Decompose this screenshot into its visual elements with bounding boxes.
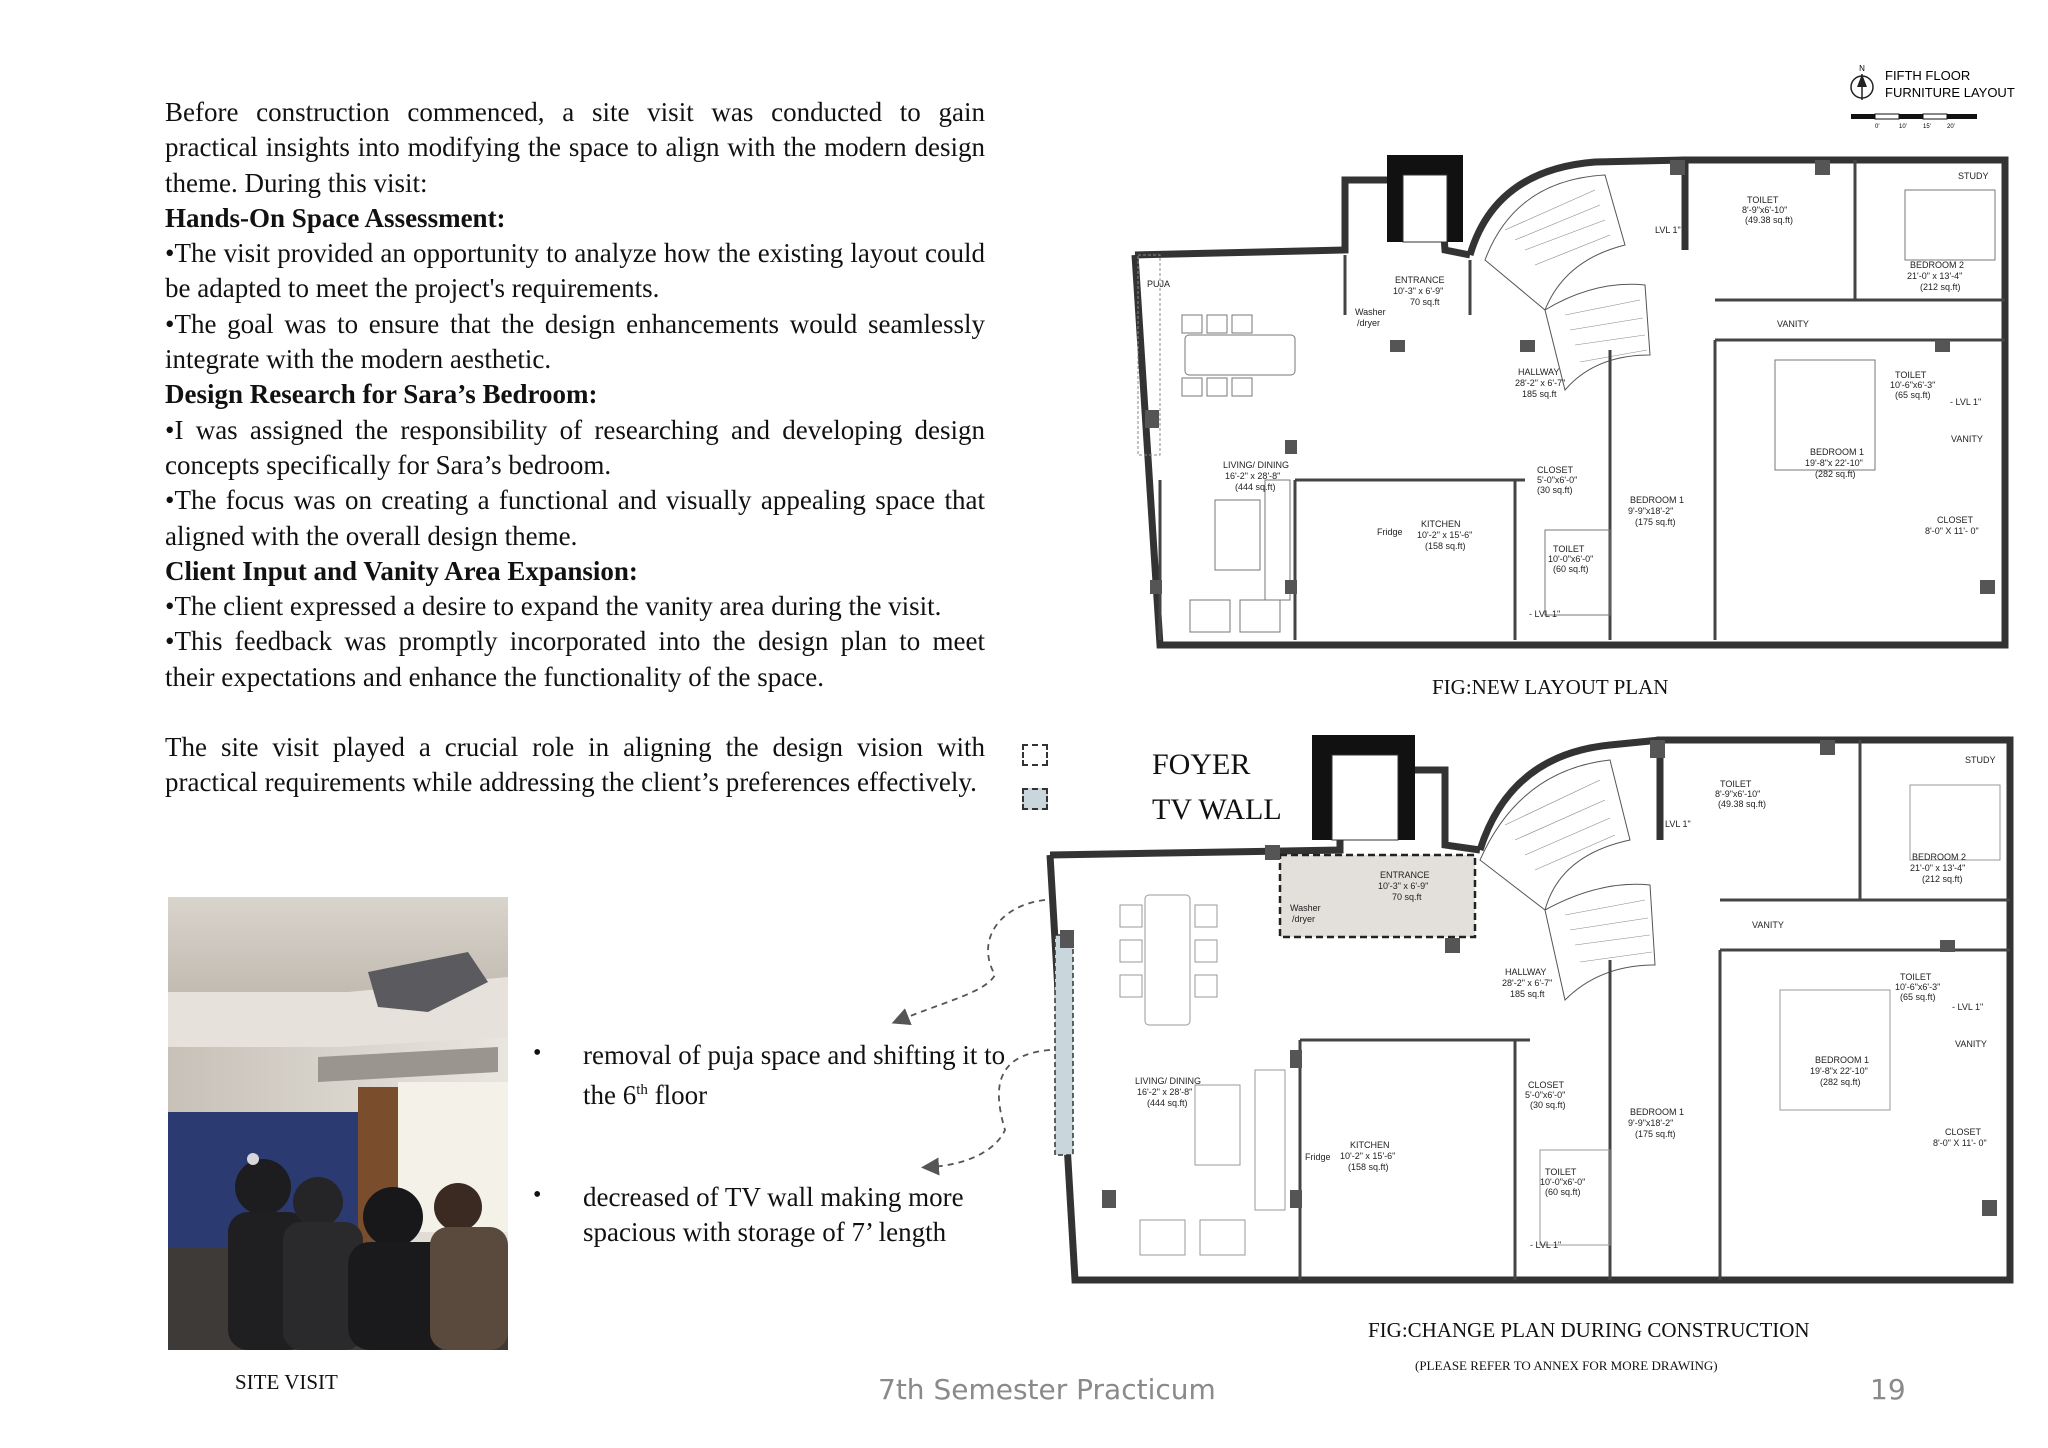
svg-text:VANITY: VANITY <box>1752 920 1784 930</box>
svg-text:BEDROOM 1: BEDROOM 1 <box>1630 495 1685 505</box>
svg-text:VANITY: VANITY <box>1777 319 1809 329</box>
svg-text:21'-0" x 13'-4": 21'-0" x 13'-4" <box>1910 863 1966 873</box>
svg-text:Washer: Washer <box>1355 307 1386 317</box>
section-heading: Design Research for Sara’s Bedroom: <box>165 379 598 410</box>
svg-text:10'-0"x6'-0": 10'-0"x6'-0" <box>1540 1177 1586 1187</box>
svg-text:10'-0"x6'-0": 10'-0"x6'-0" <box>1548 554 1594 564</box>
svg-text:BEDROOM 2: BEDROOM 2 <box>1910 260 1965 270</box>
tv-wall-label: TV WALL <box>1152 793 1282 826</box>
plan-title-line1: FIFTH FLOOR <box>1885 68 1971 83</box>
svg-text:10'-3" x 6'-9": 10'-3" x 6'-9" <box>1378 881 1429 891</box>
svg-text:10'-6"x6'-3": 10'-6"x6'-3" <box>1895 982 1941 992</box>
plan-title-line2: FURNITURE LAYOUT <box>1885 85 2015 100</box>
svg-text:8'-0" X 11'- 0": 8'-0" X 11'- 0" <box>1925 526 1979 536</box>
conclusion-paragraph: The site visit played a crucial role in aligning the design vision with practical requirements while addressing the client’s preferences effectively. <box>165 732 985 798</box>
svg-text:CLOSET: CLOSET <box>1937 515 1974 525</box>
bullet-dot: • <box>533 1182 542 1208</box>
intro-paragraph: Before construction commenced, a site visit was conducted to gain practical insights into modifying the space to align with the modern design theme. During this visit: <box>165 97 985 198</box>
svg-text:TOILET: TOILET <box>1553 544 1585 554</box>
section-heading: Client Input and Vanity Area Expansion: <box>165 555 638 586</box>
svg-text:- LVL 1": - LVL 1" <box>1529 609 1561 619</box>
svg-text:20': 20' <box>1947 124 1955 130</box>
svg-text:(30 sq.ft): (30 sq.ft) <box>1537 485 1573 495</box>
svg-text:(175 sq.ft): (175 sq.ft) <box>1635 1129 1676 1139</box>
svg-text:(30 sq.ft): (30 sq.ft) <box>1530 1100 1566 1110</box>
svg-text:Washer: Washer <box>1290 903 1321 913</box>
svg-text:10'-3" x 6'-9": 10'-3" x 6'-9" <box>1393 286 1444 296</box>
section-point: •The visit provided an opportunity to analyze how the existing layout could be adapted to meet the project's requirements. <box>165 238 985 304</box>
svg-text:TOILET: TOILET <box>1900 972 1932 982</box>
svg-text:(65 sq.ft): (65 sq.ft) <box>1900 992 1936 1002</box>
new-layout-plan <box>1125 150 2020 650</box>
svg-text:19'-8"x 22'-10": 19'-8"x 22'-10" <box>1805 458 1863 468</box>
section-point: •The client expressed a desire to expand the vanity area during the visit. <box>165 591 942 622</box>
svg-text:(65 sq.ft): (65 sq.ft) <box>1895 390 1931 400</box>
svg-text:KITCHEN: KITCHEN <box>1350 1140 1390 1150</box>
svg-text:VANITY: VANITY <box>1955 1039 1987 1049</box>
svg-text:10': 10' <box>1899 124 1907 130</box>
svg-text:TOILET: TOILET <box>1895 370 1927 380</box>
svg-text:HALLWAY: HALLWAY <box>1505 967 1547 977</box>
svg-text:(212 sq.ft): (212 sq.ft) <box>1920 282 1961 292</box>
section-point: •The focus was on creating a functional and visually appealing space that aligned with the overall design theme. <box>165 485 985 551</box>
svg-text:LIVING/ DINING: LIVING/ DINING <box>1223 460 1290 470</box>
svg-text:ENTRANCE: ENTRANCE <box>1380 870 1430 880</box>
svg-text:19'-8"x 22'-10": 19'-8"x 22'-10" <box>1810 1066 1868 1076</box>
svg-text:70 sq.ft: 70 sq.ft <box>1392 892 1422 902</box>
svg-text:(60 sq.ft): (60 sq.ft) <box>1553 564 1589 574</box>
svg-text:(282 sq.ft): (282 sq.ft) <box>1815 469 1856 479</box>
bullet-text: removal of puja space and shifting it to the 6th floor <box>583 1040 1006 1110</box>
footer-title: 7th Semester Practicum <box>878 1373 1216 1406</box>
svg-text:CLOSET: CLOSET <box>1528 1080 1565 1090</box>
svg-text:TOILET: TOILET <box>1720 779 1752 789</box>
svg-text:LIVING/ DINING: LIVING/ DINING <box>1135 1076 1202 1086</box>
annotation-arrows <box>890 880 1090 1180</box>
svg-text:8'-9"x6'-10": 8'-9"x6'-10" <box>1742 205 1788 215</box>
puja-arrow-icon <box>900 900 1045 1020</box>
svg-text:STUDY: STUDY <box>1965 755 1996 765</box>
svg-text:Fridge: Fridge <box>1305 1152 1331 1162</box>
svg-text:10'-2" x 15'-6": 10'-2" x 15'-6" <box>1417 530 1473 540</box>
svg-text:16'-2" x 28'-8": 16'-2" x 28'-8" <box>1137 1087 1193 1097</box>
svg-text:(175 sq.ft): (175 sq.ft) <box>1635 517 1676 527</box>
svg-text:CLOSET: CLOSET <box>1537 465 1574 475</box>
svg-text:LVL 1": LVL 1" <box>1665 819 1691 829</box>
svg-text:LVL 1": LVL 1" <box>1655 225 1681 235</box>
foyer-highlight <box>1280 855 1475 937</box>
foyer-label: FOYER <box>1152 748 1251 781</box>
section-point: •This feedback was promptly incorporated into the design plan to meet their expectations and enhance the functionality of the space. <box>165 626 985 692</box>
section-point: •The goal was to ensure that the design enhancements would seamlessly integrate with the modern aesthetic. <box>165 308 985 375</box>
svg-text:CLOSET: CLOSET <box>1945 1127 1982 1137</box>
fig2-note: (PLEASE REFER TO ANNEX FOR MORE DRAWING) <box>1415 1358 1718 1373</box>
svg-text:0': 0' <box>1875 124 1880 130</box>
bullet-text: decreased of TV wall making more spacious with storage of 7’ length <box>583 1182 964 1247</box>
svg-text:/dryer: /dryer <box>1357 318 1381 328</box>
section-point: •I was assigned the responsibility of researching and developing design concepts specifically for Sara’s bedroom. <box>165 414 985 480</box>
site-visit-photo <box>168 897 508 1350</box>
svg-text:21'-0" x 13'-4": 21'-0" x 13'-4" <box>1907 271 1963 281</box>
fig2-caption: FIG:CHANGE PLAN DURING CONSTRUCTION <box>1368 1318 1810 1342</box>
svg-text:70 sq.ft: 70 sq.ft <box>1410 297 1440 307</box>
svg-text:BEDROOM 1: BEDROOM 1 <box>1810 447 1865 457</box>
svg-text:/dryer: /dryer <box>1292 914 1316 924</box>
svg-text:28'-2" x 6'-7": 28'-2" x 6'-7" <box>1502 978 1553 988</box>
svg-text:10'-2" x 15'-6": 10'-2" x 15'-6" <box>1340 1151 1396 1161</box>
plan-title-block <box>1845 62 2030 130</box>
svg-text:(60 sq.ft): (60 sq.ft) <box>1545 1187 1581 1197</box>
svg-text:ENTRANCE: ENTRANCE <box>1395 275 1445 285</box>
svg-text:TOILET: TOILET <box>1545 1167 1577 1177</box>
svg-text:BEDROOM 1: BEDROOM 1 <box>1630 1107 1685 1117</box>
svg-text:- LVL 1": - LVL 1" <box>1950 397 1982 407</box>
svg-text:9'-9"x18'-2": 9'-9"x18'-2" <box>1628 1118 1674 1128</box>
svg-text:BEDROOM 2: BEDROOM 2 <box>1912 852 1967 862</box>
svg-text:(444 sq.ft): (444 sq.ft) <box>1147 1098 1188 1108</box>
svg-text:15': 15' <box>1923 124 1931 130</box>
svg-text:KITCHEN: KITCHEN <box>1421 519 1461 529</box>
svg-text:- LVL 1": - LVL 1" <box>1530 1240 1562 1250</box>
svg-text:5'-0"x6'-0": 5'-0"x6'-0" <box>1525 1090 1566 1100</box>
svg-text:(444 sq.ft): (444 sq.ft) <box>1235 482 1276 492</box>
svg-text:(49.38 sq.ft): (49.38 sq.ft) <box>1745 215 1794 225</box>
svg-text:185 sq.ft: 185 sq.ft <box>1510 989 1545 999</box>
svg-text:PUJA: PUJA <box>1147 279 1171 289</box>
tv-wall-arrow-icon <box>930 1050 1050 1167</box>
svg-text:(282 sq.ft): (282 sq.ft) <box>1820 1077 1861 1087</box>
scale-bar <box>1851 114 1977 130</box>
svg-text:16'-2" x 28'-8": 16'-2" x 28'-8" <box>1225 471 1281 481</box>
bullet-item <box>533 1180 1023 1250</box>
svg-text:(49.38 sq.ft): (49.38 sq.ft) <box>1718 799 1767 809</box>
svg-text:(212 sq.ft): (212 sq.ft) <box>1922 874 1963 884</box>
svg-text:10'-6"x6'-3": 10'-6"x6'-3" <box>1890 380 1936 390</box>
svg-text:28'-2" x 6'-7": 28'-2" x 6'-7" <box>1515 378 1566 388</box>
svg-text:(158 sq.ft): (158 sq.ft) <box>1348 1162 1389 1172</box>
svg-text:8'-0" X 11'- 0": 8'-0" X 11'- 0" <box>1933 1138 1987 1148</box>
svg-text:VANITY: VANITY <box>1951 434 1983 444</box>
fig1-caption: FIG:NEW LAYOUT PLAN <box>1432 675 1669 699</box>
svg-text:STUDY: STUDY <box>1958 171 1989 181</box>
section-heading: Hands-On Space Assessment: <box>165 202 506 233</box>
svg-text:185 sq.ft: 185 sq.ft <box>1522 389 1557 399</box>
page-number: 19 <box>1870 1373 1906 1406</box>
svg-text:9'-9"x18'-2": 9'-9"x18'-2" <box>1628 506 1674 516</box>
svg-text:8'-9"x6'-10": 8'-9"x6'-10" <box>1715 789 1761 799</box>
svg-text:HALLWAY: HALLWAY <box>1518 367 1560 377</box>
bullet-dot: • <box>533 1040 542 1066</box>
svg-text:5'-0"x6'-0": 5'-0"x6'-0" <box>1537 475 1578 485</box>
photo-caption: SITE VISIT <box>235 1370 338 1394</box>
svg-text:N: N <box>1859 64 1865 73</box>
svg-text:Fridge: Fridge <box>1377 527 1403 537</box>
svg-text:BEDROOM 1: BEDROOM 1 <box>1815 1055 1870 1065</box>
body-text <box>165 95 985 801</box>
svg-text:TOILET: TOILET <box>1747 195 1779 205</box>
svg-text:(158 sq.ft): (158 sq.ft) <box>1425 541 1466 551</box>
change-plan <box>1040 730 2020 1290</box>
svg-text:- LVL 1": - LVL 1" <box>1952 1002 1984 1012</box>
